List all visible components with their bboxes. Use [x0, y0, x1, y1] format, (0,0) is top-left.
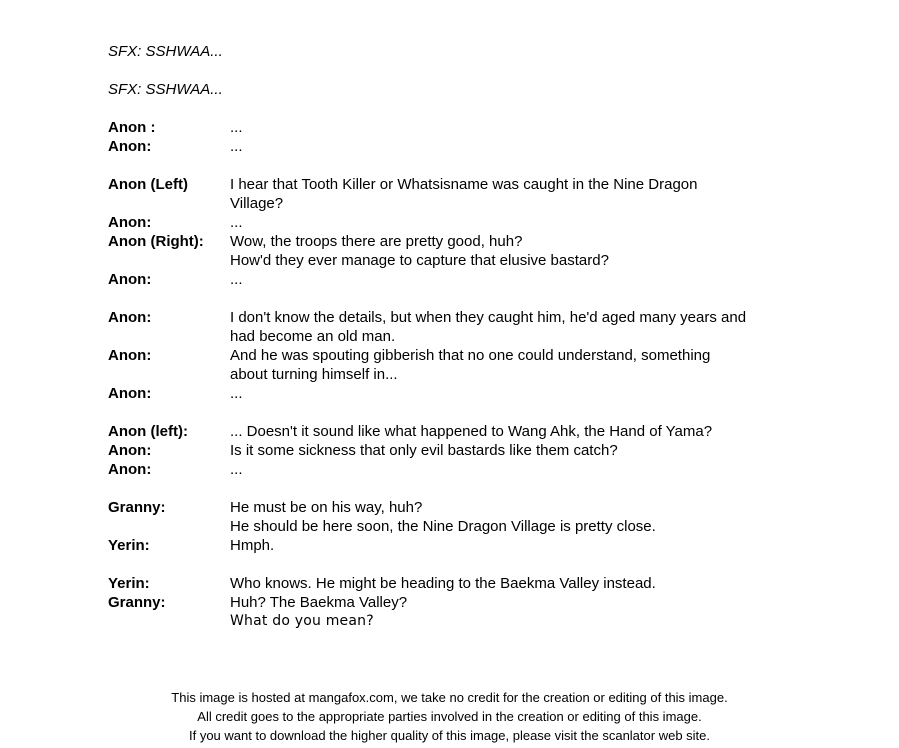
hosting-disclaimer	[0, 688, 899, 745]
script-line	[108, 365, 899, 384]
script-line	[108, 574, 899, 593]
speaker-label: Yerin:	[108, 575, 150, 592]
speaker-label: Granny:	[108, 594, 166, 611]
sfx-line	[108, 42, 899, 61]
speaker-label: Anon:	[108, 385, 152, 402]
speaker-label: Anon (Left)	[108, 176, 188, 193]
dialogue-text: ...	[230, 271, 243, 288]
dialogue-text: ...	[230, 461, 243, 478]
dialogue-text: Is it some sickness that only evil bastards like them catch?	[230, 442, 618, 459]
speaker-label: Anon:	[108, 214, 152, 231]
dialogue-text: ...	[230, 138, 243, 155]
dialogue-text: I don't know the details, but when they caught him, he'd aged many years and	[230, 309, 747, 326]
speaker-label: Anon:	[108, 461, 152, 478]
speaker-label: Anon:	[108, 347, 152, 364]
script-line	[108, 384, 899, 403]
script-line	[108, 270, 899, 289]
script-line	[108, 517, 899, 536]
speaker-label: Yerin:	[108, 537, 150, 554]
script-line	[108, 251, 899, 270]
script-line	[108, 612, 899, 631]
speaker-label: Anon:	[108, 442, 152, 459]
speaker-label: Anon:	[108, 309, 152, 326]
dialogue-text: What do you mean?	[230, 613, 374, 629]
script-line	[108, 327, 899, 346]
speaker-label: Anon (Right):	[108, 233, 204, 250]
speaker-label: Anon:	[108, 271, 152, 288]
script-line	[108, 232, 899, 251]
speaker-label: Granny:	[108, 499, 166, 516]
dialogue-text: Village?	[230, 195, 284, 212]
script-line	[108, 593, 899, 612]
footer-line: This image is hosted at mangafox.com, we take no credit for the creation or editing of this image.	[171, 690, 728, 705]
script-line	[108, 536, 899, 555]
speaker-label: Anon :	[108, 119, 156, 136]
script-line	[108, 346, 899, 365]
script-line	[108, 308, 899, 327]
speaker-label: Anon (left):	[108, 423, 188, 440]
dialogue-text: How'd they ever manage to capture that elusive bastard?	[230, 252, 609, 269]
dialogue-text: Who knows. He might be heading to the Baekma Valley instead.	[230, 575, 656, 592]
dialogue-text: Wow, the troops there are pretty good, huh?	[230, 233, 523, 250]
sfx-text: SFX: SSHWAA...	[108, 81, 223, 98]
dialogue-text: Huh? The Baekma Valley?	[230, 594, 408, 611]
dialogue-text: He must be on his way, huh?	[230, 499, 423, 516]
script-line	[108, 422, 899, 441]
dialogue-text: about turning himself in...	[230, 366, 398, 383]
dialogue-text: ...	[230, 214, 243, 231]
script-line	[108, 460, 899, 479]
dialogue-text: had become an old man.	[230, 328, 396, 345]
script-line	[108, 213, 899, 232]
dialogue-text: ...	[230, 385, 243, 402]
dialogue-text: Hmph.	[230, 537, 275, 554]
footer-line: If you want to download the higher quality of this image, please visit the scanlator web site.	[188, 728, 710, 743]
script-line	[108, 441, 899, 460]
footer-line: All credit goes to the appropriate parties involved in the creation or editing of this image.	[197, 709, 702, 724]
script-line	[108, 498, 899, 517]
dialogue-text: ... Doesn't it sound like what happened to Wang Ahk, the Hand of Yama?	[230, 423, 713, 440]
script-line	[108, 118, 899, 137]
script-line	[108, 175, 899, 194]
dialogue-text: He should be here soon, the Nine Dragon Village is pretty close.	[230, 518, 656, 535]
sfx-text: SFX: SSHWAA...	[108, 43, 223, 60]
dialogue-text: ...	[230, 119, 243, 136]
sfx-line	[108, 80, 899, 99]
dialogue-text: And he was spouting gibberish that no one could understand, something	[230, 347, 711, 364]
script-line	[108, 137, 899, 156]
speaker-label: Anon:	[108, 138, 152, 155]
script-line	[108, 194, 899, 213]
dialogue-text: I hear that Tooth Killer or Whatsisname was caught in the Nine Dragon	[230, 176, 698, 193]
